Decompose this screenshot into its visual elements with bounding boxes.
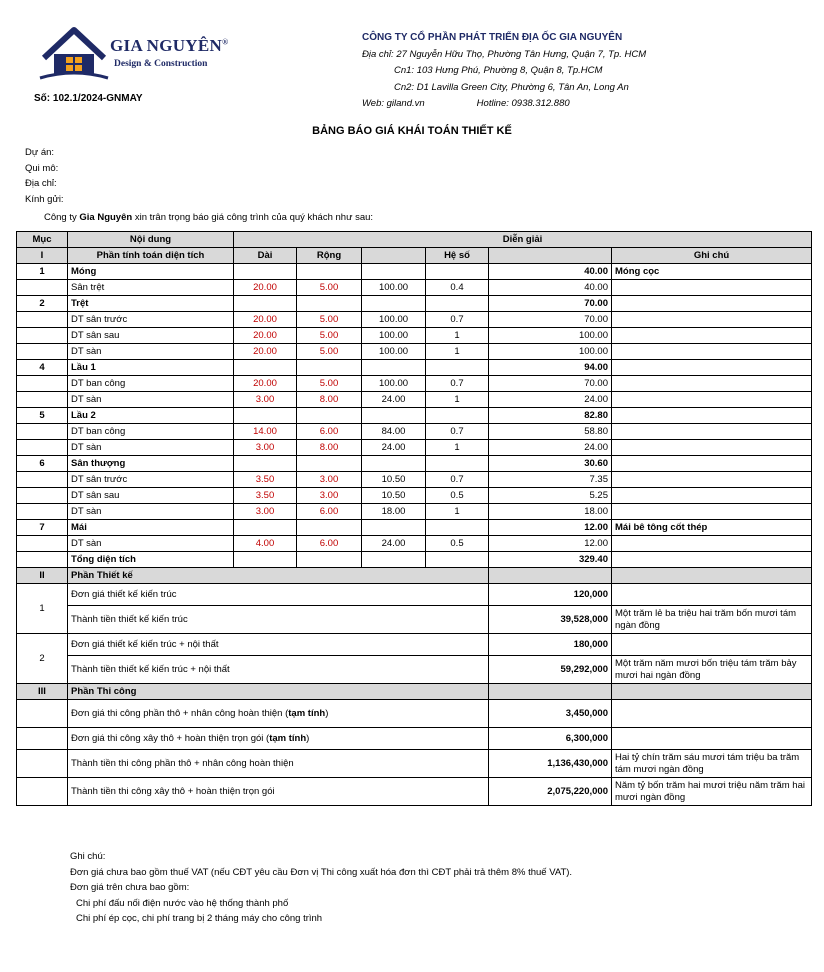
cell-dai [234, 456, 297, 472]
cell-value: 7.35 [489, 472, 612, 488]
cell-dai: 3.00 [234, 392, 297, 408]
cell-name: Sân thượng [68, 456, 234, 472]
section-i-title: Phần tính toán diện tích [68, 248, 234, 264]
design-1-total-row [17, 606, 812, 634]
cell-note [612, 472, 812, 488]
cell-dai: 20.00 [234, 376, 297, 392]
table-row [17, 312, 812, 328]
table-row [17, 440, 812, 456]
cell-rong: 6.00 [297, 536, 362, 552]
cell-muc [17, 440, 68, 456]
table-row [17, 344, 812, 360]
cell-rong: 5.00 [297, 312, 362, 328]
cell-value: 40.00 [489, 264, 612, 280]
construction-price-2-row [17, 728, 812, 750]
cell-dai [234, 360, 297, 376]
cell-name: DT sàn [68, 440, 234, 456]
cell-area [362, 520, 426, 536]
section-i-number: I [17, 248, 68, 264]
cell-muc [17, 536, 68, 552]
construction-price-1: 3,450,000 [489, 700, 612, 728]
cell-muc: 1 [17, 264, 68, 280]
cell-rong [297, 360, 362, 376]
cell-value: 70.00 [489, 296, 612, 312]
section-iii-title: Phần Thi công [68, 684, 489, 700]
cell-note [612, 328, 812, 344]
table-row [17, 504, 812, 520]
cell-value: 70.00 [489, 312, 612, 328]
cell-heso: 1 [426, 344, 489, 360]
cell-note: Móng cọc [612, 264, 812, 280]
meta-scale: Qui mô: [25, 162, 59, 174]
cell-note [612, 440, 812, 456]
design-2-total-label: Thành tiền thiết kế kiến trúc + nội thất [68, 656, 489, 684]
cell-heso [426, 456, 489, 472]
company-logo [38, 24, 248, 84]
cell-name: DT sân trước [68, 312, 234, 328]
document-title: BẢNG BÁO GIÁ KHÁI TOÁN THIẾT KẾ [312, 125, 512, 137]
cell-dai: 4.00 [234, 536, 297, 552]
cell-rong: 6.00 [297, 504, 362, 520]
design-2-price: 180,000 [489, 634, 612, 656]
table-row [17, 392, 812, 408]
website[interactable]: Web: giland.vn [362, 98, 425, 109]
table-row [17, 456, 812, 472]
construction-price-1-muc [17, 700, 68, 728]
cell-name: Lầu 1 [68, 360, 234, 376]
cell-area [362, 296, 426, 312]
document-number: Số: 102.1/2024-GNMAY [34, 93, 143, 104]
cell-name: DT sàn [68, 536, 234, 552]
section-iii-empty [489, 684, 612, 700]
cell-muc [17, 552, 68, 568]
cell-dai: 20.00 [234, 344, 297, 360]
cell-note [612, 360, 812, 376]
table-row [17, 360, 812, 376]
construction-price-1-row [17, 700, 812, 728]
construction-total-2-row [17, 778, 812, 806]
cell-note [612, 376, 812, 392]
cell-name: Lầu 2 [68, 408, 234, 424]
cell-dai: 3.50 [234, 488, 297, 504]
cell-area: 100.00 [362, 328, 426, 344]
cell-heso: 0.7 [426, 312, 489, 328]
contact-line [362, 96, 812, 113]
cell-note [612, 392, 812, 408]
cell-rong: 8.00 [297, 392, 362, 408]
logo-subtitle: Design & Construction [114, 59, 208, 69]
table-row [17, 264, 812, 280]
cell-dai [234, 520, 297, 536]
cell-note [612, 296, 812, 312]
cell-rong [297, 264, 362, 280]
cell-note [612, 504, 812, 520]
cell-rong [297, 520, 362, 536]
cell-dai: 14.00 [234, 424, 297, 440]
cell-value: 24.00 [489, 440, 612, 456]
cell-muc [17, 472, 68, 488]
col-ghichu: Ghi chú [612, 248, 812, 264]
cell-muc [17, 328, 68, 344]
cell-name: Tổng diện tích [68, 552, 234, 568]
design-1-total: 39,528,000 [489, 606, 612, 634]
cell-note [612, 456, 812, 472]
cell-rong [297, 296, 362, 312]
branch-2: Cn2: D1 Lavilla Green City, Phường 6, Tân An, Long An [394, 81, 629, 93]
note-exclusions-title: Đơn giá trên chưa bao gồm: [70, 882, 190, 893]
branch-1: Cn1: 103 Hưng Phú, Phường 8, Quận 8, Tp.HCM [394, 65, 603, 76]
cell-area: 100.00 [362, 344, 426, 360]
table-row [17, 376, 812, 392]
cell-value: 100.00 [489, 344, 612, 360]
construction-total-1-label: Thành tiền thi công phần thô + nhân công hoàn thiện [68, 750, 489, 778]
section-iii-row [17, 684, 812, 700]
cell-name: DT sân trước [68, 472, 234, 488]
table-row [17, 520, 812, 536]
cell-dai: 3.00 [234, 440, 297, 456]
cell-area [362, 264, 426, 280]
cell-muc: 5 [17, 408, 68, 424]
col-dai: Dài [234, 248, 297, 264]
cell-dai: 3.50 [234, 472, 297, 488]
cell-heso: 0.5 [426, 536, 489, 552]
cell-heso: 0.7 [426, 376, 489, 392]
cell-rong [297, 408, 362, 424]
design-1-total-label: Thành tiền thiết kế kiến trúc [68, 606, 489, 634]
cell-value: 24.00 [489, 392, 612, 408]
cell-area [362, 456, 426, 472]
cell-heso [426, 360, 489, 376]
cell-name: Trệt [68, 296, 234, 312]
company-info [362, 30, 812, 113]
cell-heso: 1 [426, 504, 489, 520]
cell-dai: 3.00 [234, 504, 297, 520]
header-diengiai: Diễn giải [234, 232, 812, 248]
notes [70, 849, 572, 927]
table-row [17, 280, 812, 296]
logo-text: GIA NGUYÊN® [110, 36, 229, 55]
cell-area: 24.00 [362, 392, 426, 408]
construction-price-1-label: Đơn giá thi công phần thô + nhân công hoàn thiện (tạm tính) [68, 700, 489, 728]
table-row [17, 408, 812, 424]
cell-heso: 0.5 [426, 488, 489, 504]
cell-name: Mái [68, 520, 234, 536]
construction-price-2: 6,300,000 [489, 728, 612, 750]
table-row [17, 328, 812, 344]
construction-words-2: Năm tỷ bốn trăm hai mươi triệu năm trăm hai mươi ngàn đồng [612, 778, 812, 806]
cell-muc: 7 [17, 520, 68, 536]
cell-rong [297, 552, 362, 568]
col-rong: Rộng [297, 248, 362, 264]
col-value [489, 248, 612, 264]
section-ii-row [17, 568, 812, 584]
col-heso: Hệ số [426, 248, 489, 264]
cell-value: 58.80 [489, 424, 612, 440]
quote-table [16, 231, 812, 806]
cell-area: 10.50 [362, 472, 426, 488]
cell-rong: 8.00 [297, 440, 362, 456]
cell-value: 70.00 [489, 376, 612, 392]
cell-muc [17, 392, 68, 408]
cell-note [612, 408, 812, 424]
cell-rong: 5.00 [297, 328, 362, 344]
design-1-price-row [17, 584, 812, 606]
cell-value: 82.80 [489, 408, 612, 424]
cell-note [612, 552, 812, 568]
cell-rong: 3.00 [297, 472, 362, 488]
construction-price-2-muc [17, 728, 68, 750]
design-1-number: 1 [17, 584, 68, 634]
header-noidung: Nội dung [68, 232, 234, 248]
construction-total-1-row [17, 750, 812, 778]
cell-muc [17, 376, 68, 392]
cell-name: Sân trệt [68, 280, 234, 296]
cell-area: 18.00 [362, 504, 426, 520]
cell-name: DT sàn [68, 392, 234, 408]
design-1-price: 120,000 [489, 584, 612, 606]
table-header-row [17, 232, 812, 248]
cell-note: Mái bê tông cốt thép [612, 520, 812, 536]
cell-name: DT sàn [68, 344, 234, 360]
cell-area: 24.00 [362, 536, 426, 552]
cell-heso [426, 520, 489, 536]
section-iii-empty-note [612, 684, 812, 700]
cell-name: DT ban công [68, 424, 234, 440]
design-1-price-label: Đơn giá thiết kế kiến trúc [68, 584, 489, 606]
cell-heso [426, 264, 489, 280]
cell-muc [17, 488, 68, 504]
design-2-price-note [612, 634, 812, 656]
section-i-header-row [17, 248, 812, 264]
cell-note [612, 344, 812, 360]
cell-muc [17, 344, 68, 360]
cell-dai [234, 408, 297, 424]
construction-total-2-muc [17, 778, 68, 806]
construction-price-2-note [612, 728, 812, 750]
cell-dai: 20.00 [234, 328, 297, 344]
section-ii-title: Phần Thiết kế [68, 568, 489, 584]
cell-dai [234, 296, 297, 312]
cell-heso [426, 296, 489, 312]
construction-words-1: Hai tỷ chín trăm sáu mươi tám triệu ba trăm tám mươi ngàn đồng [612, 750, 812, 778]
cell-muc: 4 [17, 360, 68, 376]
cell-dai: 20.00 [234, 280, 297, 296]
note-vat: Đơn giá chưa bao gồm thuế VAT (nếu CĐT yêu cầu Đơn vị Thi công xuất hóa đơn thì CĐT phải trả thêm 8% thuế VAT). [70, 866, 573, 878]
cell-area [362, 408, 426, 424]
cell-muc: 6 [17, 456, 68, 472]
cell-muc [17, 280, 68, 296]
cell-value: 329.40 [489, 552, 612, 568]
cell-rong: 5.00 [297, 280, 362, 296]
table-row [17, 472, 812, 488]
design-1-price-note [612, 584, 812, 606]
cell-heso: 0.4 [426, 280, 489, 296]
meta-location: Địa chỉ: [25, 178, 57, 189]
cell-dai: 20.00 [234, 312, 297, 328]
cell-area: 100.00 [362, 280, 426, 296]
construction-total-1-muc [17, 750, 68, 778]
cell-muc [17, 504, 68, 520]
cell-value: 12.00 [489, 536, 612, 552]
construction-price-1-note [612, 700, 812, 728]
design-2-total-row [17, 656, 812, 684]
cell-name: Móng [68, 264, 234, 280]
cell-area: 10.50 [362, 488, 426, 504]
table-row [17, 424, 812, 440]
note-exclusion-1: Chi phí đấu nối điện nước vào hệ thống thành phố [76, 897, 289, 909]
cell-note [612, 280, 812, 296]
construction-total-2-label: Thành tiền thi công xây thô + hoàn thiện trọn gói [68, 778, 489, 806]
cell-area [362, 360, 426, 376]
cell-note [612, 424, 812, 440]
cell-heso [426, 552, 489, 568]
cell-area [362, 552, 426, 568]
construction-total-1: 1,136,430,000 [489, 750, 612, 778]
cell-value: 30.60 [489, 456, 612, 472]
cell-area: 100.00 [362, 312, 426, 328]
construction-price-2-label: Đơn giá thi công xây thô + hoàn thiện trọn gói (tạm tính) [68, 728, 489, 750]
cell-dai [234, 264, 297, 280]
section-iii-number: III [17, 684, 68, 700]
cell-value: 94.00 [489, 360, 612, 376]
cell-muc [17, 312, 68, 328]
table-row [17, 296, 812, 312]
cell-rong [297, 456, 362, 472]
cell-value: 18.00 [489, 504, 612, 520]
note-exclusion-2: Chi phí ép cọc, chi phí trang bị 2 tháng máy cho công trình [76, 913, 323, 924]
section-ii-number: II [17, 568, 68, 584]
company-name: CÔNG TY CỔ PHẦN PHÁT TRIỂN ĐỊA ỐC GIA NGUYÊN [362, 32, 623, 43]
header-muc: Mục [17, 232, 68, 248]
house-logo-icon [38, 24, 110, 82]
cell-dai [234, 552, 297, 568]
design-2-number: 2 [17, 634, 68, 684]
cell-rong: 6.00 [297, 424, 362, 440]
cell-heso: 0.7 [426, 424, 489, 440]
meta-recipient: Kính gửi: [25, 193, 64, 205]
cell-rong: 5.00 [297, 344, 362, 360]
cell-muc: 2 [17, 296, 68, 312]
meta-fields [25, 145, 64, 207]
table-row [17, 488, 812, 504]
table-row [17, 536, 812, 552]
cell-name: DT sân sau [68, 328, 234, 344]
design-2-words: Một trăm năm mươi bốn triệu tám trăm bảy mươi hai ngàn đồng [612, 656, 812, 684]
cell-value: 12.00 [489, 520, 612, 536]
cell-note [612, 536, 812, 552]
section-ii-empty [489, 568, 612, 584]
design-2-price-label: Đơn giá thiết kế kiến trúc + nội thất [68, 634, 489, 656]
cell-rong: 3.00 [297, 488, 362, 504]
cell-value: 5.25 [489, 488, 612, 504]
design-1-words: Một trăm lẻ ba triệu hai trăm bốn mươi tám ngàn đồng [612, 606, 812, 634]
meta-project: Dự án: [25, 147, 55, 158]
construction-total-2: 2,075,220,000 [489, 778, 612, 806]
cell-name: DT sàn [68, 504, 234, 520]
cell-note [612, 488, 812, 504]
cell-heso: 1 [426, 328, 489, 344]
cell-rong: 5.00 [297, 376, 362, 392]
cell-value: 40.00 [489, 280, 612, 296]
cell-heso: 0.7 [426, 472, 489, 488]
cell-name: DT ban công [68, 376, 234, 392]
cell-area: 24.00 [362, 440, 426, 456]
cell-heso: 1 [426, 392, 489, 408]
cell-muc [17, 424, 68, 440]
cell-value: 100.00 [489, 328, 612, 344]
intro-text: Công ty Gia Nguyên xin trân trọng báo giá công trình của quý khách như sau: [44, 212, 374, 223]
cell-heso: 1 [426, 440, 489, 456]
notes-title: Ghi chú: [70, 851, 106, 862]
company-address: Địa chỉ: 27 Nguyễn Hữu Thọ, Phường Tân Hưng, Quận 7, Tp. HCM [362, 48, 647, 60]
cell-note [612, 312, 812, 328]
table-row [17, 552, 812, 568]
hotline[interactable]: Hotline: 0938.312.880 [476, 98, 570, 109]
section-ii-empty-note [612, 568, 812, 584]
cell-area: 100.00 [362, 376, 426, 392]
cell-name: DT sân sau [68, 488, 234, 504]
cell-area: 84.00 [362, 424, 426, 440]
col-area [362, 248, 426, 264]
design-2-price-row [17, 634, 812, 656]
design-2-total: 59,292,000 [489, 656, 612, 684]
cell-heso [426, 408, 489, 424]
